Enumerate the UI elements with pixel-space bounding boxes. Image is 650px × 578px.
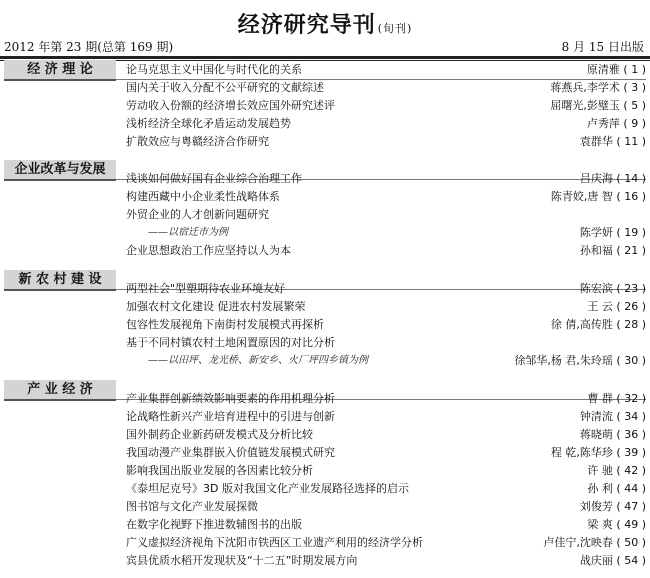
author-page: 程 乾,陈华珍 ( 39 ) bbox=[550, 446, 646, 459]
article-title: 加强农村文化建设 促进农村发展繁荣 bbox=[126, 300, 306, 313]
article-title: 两型社会"型塑期待农业环境友好 bbox=[126, 282, 286, 295]
article-subtitle: ——以田坪、龙光桥、新安乡、火厂坪四乡镇为例 bbox=[148, 355, 368, 366]
author-page: 徐邹华,杨 君,朱玲瑶 ( 30 ) bbox=[514, 354, 646, 367]
section-label: 企业改革与发展 bbox=[4, 160, 116, 181]
article-title: 包容性发展视角下南街村发展模式再探析 bbox=[126, 318, 324, 331]
article-title: 外贸企业的人才创新问题研究 bbox=[126, 208, 269, 221]
article-title: 论战略性新兴产业培育进程中的引进与创新 bbox=[126, 410, 335, 423]
toc-entry[interactable] bbox=[126, 426, 646, 444]
article-title: 论马克思主义中国化与时代化的关系 bbox=[126, 63, 302, 76]
toc-entry[interactable] bbox=[126, 552, 646, 570]
article-title: 构建西藏中小企业柔性战略体系 bbox=[126, 190, 280, 203]
article-title: 劳动收入份额的经济增长效应国外研究述评 bbox=[126, 99, 335, 112]
toc-entry[interactable] bbox=[126, 498, 646, 516]
author-page: 钟清流 ( 34 ) bbox=[579, 410, 646, 423]
author-page: 蒋燕兵,李学术 ( 3 ) bbox=[550, 81, 646, 94]
issue-line bbox=[0, 38, 650, 54]
author-page: 吕庆海 ( 14 ) bbox=[579, 172, 646, 185]
author-page: 卢秀萍 ( 9 ) bbox=[586, 117, 646, 130]
article-title: 在数字化视野下推进数辅图书的出版 bbox=[126, 518, 302, 531]
author-page: 原清雅 ( 1 ) bbox=[586, 63, 646, 76]
toc-entry[interactable] bbox=[126, 298, 646, 316]
journal-name: 经济研究导刊 bbox=[237, 12, 376, 38]
toc-entry[interactable] bbox=[126, 516, 646, 534]
article-title: 企业思想政治工作应坚持以人为本 bbox=[126, 244, 291, 257]
author-page: 孙和福 ( 21 ) bbox=[579, 244, 646, 257]
author-page: 孙 利 ( 44 ) bbox=[587, 482, 646, 495]
author-page: 袁群华 ( 11 ) bbox=[579, 135, 646, 148]
author-page: 梁 爽 ( 49 ) bbox=[587, 518, 646, 531]
author-page: 陈宏滨 ( 23 ) bbox=[579, 282, 646, 295]
article-title: 宾县优质水稻开发现状及“十二五”时期发展方向 bbox=[126, 554, 358, 567]
article-title: 我国动漫产业集群嵌入价值链发展模式研究 bbox=[126, 446, 335, 459]
issue-number: 2012 年第 23 期(总第 169 期) bbox=[4, 40, 174, 54]
toc-entry[interactable] bbox=[126, 408, 646, 426]
author-page: 蒋晓萌 ( 36 ) bbox=[579, 428, 646, 441]
journal-title bbox=[0, 8, 650, 39]
publish-date: 8 月 15 日出版 bbox=[561, 40, 644, 54]
toc-entry[interactable] bbox=[126, 61, 646, 79]
section-label: 新 农 村 建 设 bbox=[4, 270, 116, 291]
author-page: 陈学妍 ( 19 ) bbox=[579, 226, 646, 239]
section-label: 产 业 经 济 bbox=[4, 380, 116, 401]
author-page: 王 云 ( 26 ) bbox=[587, 300, 646, 313]
article-title: 产业集群创新绩效影响要素的作用机理分析 bbox=[126, 392, 335, 405]
author-page: 陈青姣,唐 智 ( 16 ) bbox=[550, 190, 646, 203]
toc-entry[interactable] bbox=[126, 170, 646, 188]
toc-entry[interactable] bbox=[126, 316, 646, 334]
toc-entry-subtitle[interactable] bbox=[126, 352, 646, 370]
toc-entry[interactable] bbox=[126, 444, 646, 462]
article-title: 浅谈如何做好国有企业综合治理工作 bbox=[126, 172, 302, 185]
toc-entry[interactable] bbox=[126, 133, 646, 151]
section-label: 经 济 理 论 bbox=[4, 60, 116, 81]
author-page: 卢佳宁,沈映春 ( 50 ) bbox=[543, 536, 646, 549]
toc-entry[interactable] bbox=[126, 334, 646, 352]
article-title: 图书馆与文化产业发展探微 bbox=[126, 500, 258, 513]
toc-entry[interactable] bbox=[126, 79, 646, 97]
article-subtitle: ——以宿迁市为例 bbox=[148, 227, 228, 238]
toc-entry-subtitle[interactable] bbox=[126, 224, 646, 242]
toc-entry[interactable] bbox=[126, 480, 646, 498]
article-title: 国外制药企业新药研发模式及分析比较 bbox=[126, 428, 313, 441]
author-page: 许 驰 ( 42 ) bbox=[587, 464, 646, 477]
author-page: 战庆丽 ( 54 ) bbox=[579, 554, 646, 567]
author-page: 刘俊芳 ( 47 ) bbox=[579, 500, 646, 513]
article-title: 广义虚拟经济视角下沈阳市铁西区工业遗产利用的经济学分析 bbox=[126, 536, 423, 549]
toc-entry[interactable] bbox=[126, 115, 646, 133]
author-page: 屈曙光,彭璧玉 ( 5 ) bbox=[550, 99, 646, 112]
article-title: 基于不同村镇农村土地闲置原因的对比分析 bbox=[126, 336, 335, 349]
toc-entry[interactable] bbox=[126, 242, 646, 260]
toc-entry[interactable] bbox=[126, 390, 646, 408]
article-title: 扩散效应与粤赣经济合作研究 bbox=[126, 135, 269, 148]
author-page: 曹 群 ( 32 ) bbox=[587, 392, 646, 405]
article-title: 影响我国出版业发展的各因素比较分析 bbox=[126, 464, 313, 477]
toc-entry[interactable] bbox=[126, 534, 646, 552]
article-title: 《泰坦尼克号》3D 版对我国文化产业发展路径选择的启示 bbox=[126, 482, 409, 495]
toc-entry[interactable] bbox=[126, 462, 646, 480]
toc-entry[interactable] bbox=[126, 206, 646, 224]
article-title: 国内关于收入分配不公平研究的文献综述 bbox=[126, 81, 324, 94]
journal-frequency: (旬刊) bbox=[377, 22, 413, 35]
toc-entry[interactable] bbox=[126, 97, 646, 115]
toc-entry[interactable] bbox=[126, 188, 646, 206]
toc-entry[interactable] bbox=[126, 280, 646, 298]
author-page: 徐 倩,高传胜 ( 28 ) bbox=[550, 318, 646, 331]
article-title: 浅析经济全球化矛盾运动发展趋势 bbox=[126, 117, 291, 130]
